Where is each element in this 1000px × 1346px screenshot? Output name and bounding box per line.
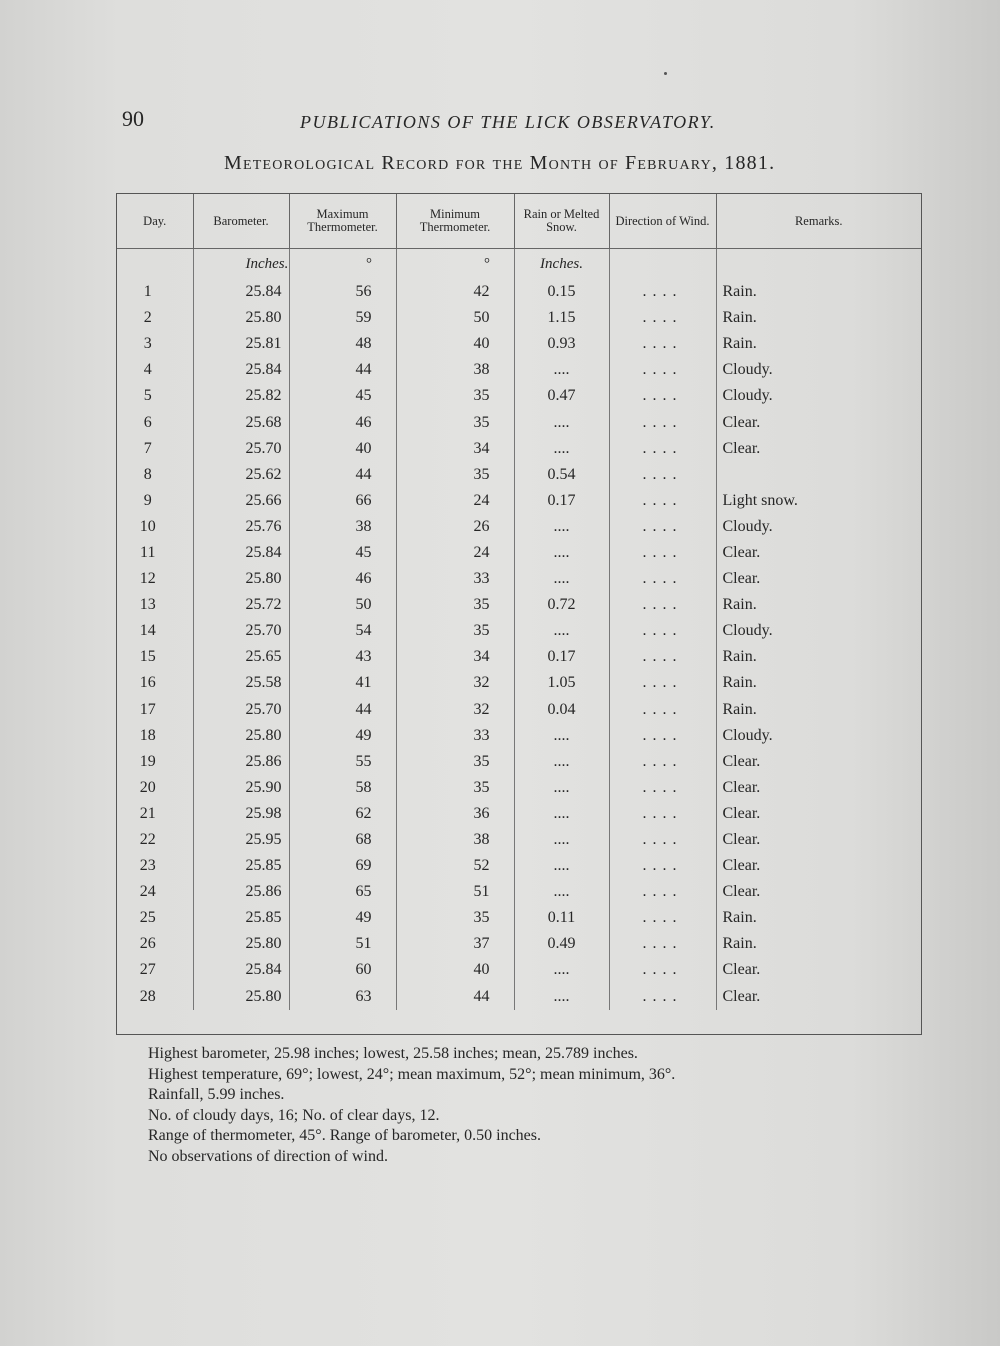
cell-min: 44 (396, 984, 514, 1010)
cell-max: 65 (289, 879, 396, 905)
cell-day: 19 (117, 749, 193, 775)
cell-barometer: 25.98 (193, 801, 289, 827)
cell-rain: .... (514, 357, 609, 383)
cell-rain: 0.04 (514, 697, 609, 723)
table-row (117, 827, 921, 853)
table-row (117, 931, 921, 957)
summary-days: No. of cloudy days, 16; No. of clear days, 12. (148, 1106, 440, 1124)
table-row (117, 409, 921, 435)
cell-remarks: Rain. (722, 700, 757, 718)
cell-wind: .... (609, 488, 716, 514)
cell-barometer: 25.70 (193, 436, 289, 462)
cell-min: 35 (396, 618, 514, 644)
header-min-thermometer: Minimum Thermometer. (396, 194, 514, 249)
table-row (117, 670, 921, 696)
cell-min: 24 (396, 488, 514, 514)
cell-min: 35 (396, 409, 514, 435)
header-remarks: Remarks. (716, 194, 921, 249)
cell-wind: .... (609, 853, 716, 879)
cell-wind: .... (609, 644, 716, 670)
cell-barometer: 25.72 (193, 592, 289, 618)
cell-barometer: 25.82 (193, 383, 289, 409)
table-row (117, 462, 921, 488)
table-row (117, 957, 921, 983)
summary-barometer: Highest barometer, 25.98 inches; lowest, 25.58 inches; mean, 25.789 inches. (148, 1045, 638, 1062)
header-max-thermometer: Maximum Thermometer. (289, 194, 396, 249)
cell-min: 50 (396, 305, 514, 331)
cell-rain: 0.11 (514, 905, 609, 931)
cell-wind: .... (609, 931, 716, 957)
cell-max: 41 (289, 670, 396, 696)
cell-min: 37 (396, 931, 514, 957)
cell-wind: .... (609, 670, 716, 696)
cell-max: 49 (289, 723, 396, 749)
cell-max: 51 (289, 931, 396, 957)
table-row (117, 514, 921, 540)
cell-day: 4 (117, 357, 193, 383)
cell-rain: .... (514, 775, 609, 801)
cell-min: 26 (396, 514, 514, 540)
cell-remarks: Rain. (722, 335, 757, 353)
cell-rain: .... (514, 957, 609, 983)
cell-day: 5 (117, 383, 193, 409)
table-row (117, 592, 921, 618)
cell-max: 40 (289, 436, 396, 462)
summary-temperature: Highest temperature, 69°; lowest, 24°; mean maximum, 52°; mean minimum, 36°. (148, 1065, 676, 1083)
table-row (117, 305, 921, 331)
cell-wind: .... (609, 279, 716, 305)
cell-rain: 0.54 (514, 462, 609, 488)
cell-wind: .... (609, 462, 716, 488)
cell-day: 28 (117, 984, 193, 1010)
running-head: PUBLICATIONS OF THE LICK OBSERVATORY. (300, 112, 716, 132)
cell-rain: .... (514, 749, 609, 775)
cell-barometer: 25.76 (193, 514, 289, 540)
units-row (117, 249, 921, 280)
cell-day: 11 (117, 540, 193, 566)
cell-wind: .... (609, 540, 716, 566)
cell-max: 50 (289, 592, 396, 618)
cell-wind: .... (609, 749, 716, 775)
cell-min: 34 (396, 644, 514, 670)
cell-day: 3 (117, 331, 193, 357)
cell-rain: .... (514, 540, 609, 566)
table-row (117, 905, 921, 931)
cell-remarks: Clear. (722, 543, 761, 561)
table-title: Meteorological Record for the Month of February, 1881. (224, 152, 776, 174)
cell-min: 38 (396, 827, 514, 853)
cell-rain: .... (514, 436, 609, 462)
cell-remarks: Clear. (722, 752, 761, 770)
table-row (117, 801, 921, 827)
cell-wind: .... (609, 357, 716, 383)
cell-wind: .... (609, 409, 716, 435)
cell-min: 38 (396, 357, 514, 383)
cell-rain: 0.17 (514, 644, 609, 670)
cell-remarks: Rain. (722, 674, 757, 692)
cell-barometer: 25.70 (193, 618, 289, 644)
cell-min: 32 (396, 697, 514, 723)
cell-remarks: Rain. (722, 596, 757, 614)
cell-barometer: 25.84 (193, 279, 289, 305)
table-row (117, 697, 921, 723)
unit-min: ° (396, 249, 514, 280)
cell-barometer: 25.58 (193, 670, 289, 696)
cell-max: 44 (289, 357, 396, 383)
cell-max: 69 (289, 853, 396, 879)
cell-day: 17 (117, 697, 193, 723)
cell-remarks: Clear. (722, 857, 761, 875)
cell-max: 49 (289, 905, 396, 931)
cell-remarks: Clear. (722, 804, 761, 822)
cell-wind: .... (609, 305, 716, 331)
cell-barometer: 25.62 (193, 462, 289, 488)
cell-min: 33 (396, 723, 514, 749)
cell-wind: .... (609, 984, 716, 1010)
cell-day: 16 (117, 670, 193, 696)
cell-barometer: 25.65 (193, 644, 289, 670)
cell-wind: .... (609, 331, 716, 357)
cell-day: 10 (117, 514, 193, 540)
page-number: 90 (122, 106, 144, 131)
cell-rain: .... (514, 618, 609, 644)
cell-max: 66 (289, 488, 396, 514)
cell-min: 40 (396, 957, 514, 983)
cell-max: 45 (289, 540, 396, 566)
cell-wind: .... (609, 514, 716, 540)
cell-barometer: 25.86 (193, 879, 289, 905)
cell-day: 8 (117, 462, 193, 488)
cell-wind: .... (609, 957, 716, 983)
cell-wind: .... (609, 879, 716, 905)
cell-remarks (716, 462, 921, 488)
cell-day: 27 (117, 957, 193, 983)
summary-rainfall: Rainfall, 5.99 inches. (148, 1086, 285, 1103)
cell-rain: .... (514, 723, 609, 749)
cell-max: 59 (289, 305, 396, 331)
cell-barometer: 25.80 (193, 984, 289, 1010)
cell-max: 60 (289, 957, 396, 983)
cell-rain: .... (514, 409, 609, 435)
cell-day: 2 (117, 305, 193, 331)
cell-remarks: Rain. (722, 648, 757, 666)
cell-barometer: 25.80 (193, 931, 289, 957)
cell-barometer: 25.85 (193, 853, 289, 879)
cell-wind: .... (609, 801, 716, 827)
unit-max: ° (289, 249, 396, 280)
table-row (117, 644, 921, 670)
cell-rain: 0.15 (514, 279, 609, 305)
cell-max: 56 (289, 279, 396, 305)
cell-barometer: 25.68 (193, 409, 289, 435)
cell-remarks: Light snow. (722, 491, 798, 509)
cell-day: 1 (117, 279, 193, 305)
table-row (117, 436, 921, 462)
cell-barometer: 25.84 (193, 540, 289, 566)
cell-day: 25 (117, 905, 193, 931)
cell-max: 63 (289, 984, 396, 1010)
table-row (117, 618, 921, 644)
cell-max: 68 (289, 827, 396, 853)
cell-day: 23 (117, 853, 193, 879)
cell-min: 52 (396, 853, 514, 879)
cell-barometer: 25.95 (193, 827, 289, 853)
cell-rain: 0.47 (514, 383, 609, 409)
cell-remarks: Cloudy. (722, 361, 773, 379)
cell-day: 21 (117, 801, 193, 827)
cell-barometer: 25.80 (193, 305, 289, 331)
cell-rain: 0.17 (514, 488, 609, 514)
summary-wind: No observations of direction of wind. (148, 1147, 388, 1165)
cell-min: 36 (396, 801, 514, 827)
cell-day: 12 (117, 566, 193, 592)
header-rain: Rain or Melted Snow. (514, 194, 609, 249)
cell-rain: .... (514, 984, 609, 1010)
cell-remarks: Clear. (722, 961, 761, 979)
cell-day: 26 (117, 931, 193, 957)
cell-max: 44 (289, 462, 396, 488)
cell-wind: .... (609, 905, 716, 931)
header-day: Day. (117, 194, 193, 249)
cell-remarks: Clear. (722, 987, 761, 1005)
cell-remarks: Clear. (722, 778, 761, 796)
cell-rain: .... (514, 827, 609, 853)
speck (664, 72, 667, 75)
cell-rain: .... (514, 879, 609, 905)
cell-wind: .... (609, 697, 716, 723)
cell-wind: .... (609, 436, 716, 462)
cell-day: 7 (117, 436, 193, 462)
cell-min: 32 (396, 670, 514, 696)
cell-max: 58 (289, 775, 396, 801)
cell-wind: .... (609, 618, 716, 644)
cell-min: 35 (396, 749, 514, 775)
cell-max: 46 (289, 566, 396, 592)
cell-remarks: Clear. (722, 413, 761, 431)
table-row (117, 775, 921, 801)
cell-min: 35 (396, 462, 514, 488)
cell-barometer: 25.81 (193, 331, 289, 357)
cell-rain: 1.15 (514, 305, 609, 331)
cell-barometer: 25.70 (193, 697, 289, 723)
cell-remarks: Rain. (722, 909, 757, 927)
cell-barometer: 25.80 (193, 566, 289, 592)
cell-max: 48 (289, 331, 396, 357)
cell-min: 24 (396, 540, 514, 566)
summary-ranges: Range of thermometer, 45°. Range of barometer, 0.50 inches. (148, 1127, 541, 1144)
cell-min: 34 (396, 436, 514, 462)
cell-rain: 0.49 (514, 931, 609, 957)
cell-rain: .... (514, 801, 609, 827)
table-row (117, 984, 921, 1010)
cell-remarks: Rain. (722, 935, 757, 953)
cell-day: 9 (117, 488, 193, 514)
cell-max: 46 (289, 409, 396, 435)
cell-remarks: Clear. (722, 439, 761, 457)
cell-barometer: 25.86 (193, 749, 289, 775)
cell-remarks: Rain. (722, 309, 757, 327)
cell-max: 55 (289, 749, 396, 775)
cell-remarks: Clear. (722, 831, 761, 849)
cell-wind: .... (609, 723, 716, 749)
table-row (117, 540, 921, 566)
cell-rain: 1.05 (514, 670, 609, 696)
table-row (117, 853, 921, 879)
table-row (117, 488, 921, 514)
cell-rain: 0.72 (514, 592, 609, 618)
cell-wind: .... (609, 566, 716, 592)
cell-min: 35 (396, 905, 514, 931)
table-row (117, 357, 921, 383)
cell-wind: .... (609, 827, 716, 853)
cell-max: 54 (289, 618, 396, 644)
table-row (117, 879, 921, 905)
cell-day: 22 (117, 827, 193, 853)
cell-day: 18 (117, 723, 193, 749)
table-row (117, 331, 921, 357)
cell-barometer: 25.84 (193, 357, 289, 383)
cell-remarks: Rain. (722, 283, 757, 301)
cell-rain: 0.93 (514, 331, 609, 357)
cell-max: 62 (289, 801, 396, 827)
cell-day: 20 (117, 775, 193, 801)
unit-rain: Inches. (514, 249, 609, 280)
cell-day: 24 (117, 879, 193, 905)
cell-day: 6 (117, 409, 193, 435)
cell-max: 43 (289, 644, 396, 670)
cell-min: 51 (396, 879, 514, 905)
cell-wind: .... (609, 592, 716, 618)
cell-day: 15 (117, 644, 193, 670)
cell-remarks: Clear. (722, 883, 761, 901)
cell-min: 35 (396, 592, 514, 618)
cell-min: 35 (396, 383, 514, 409)
cell-barometer: 25.80 (193, 723, 289, 749)
cell-remarks: Cloudy. (722, 387, 773, 405)
unit-barometer: Inches. (193, 249, 289, 280)
cell-barometer: 25.85 (193, 905, 289, 931)
table-row (117, 279, 921, 305)
table-row (117, 383, 921, 409)
header-barometer: Barometer. (193, 194, 289, 249)
cell-max: 45 (289, 383, 396, 409)
header-wind: Direction of Wind. (609, 194, 716, 249)
header-row (117, 194, 921, 249)
cell-remarks: Cloudy. (722, 517, 773, 535)
table-row (117, 749, 921, 775)
cell-rain: .... (514, 853, 609, 879)
cell-day: 14 (117, 618, 193, 644)
cell-wind: .... (609, 383, 716, 409)
cell-barometer: 25.90 (193, 775, 289, 801)
cell-wind: .... (609, 775, 716, 801)
summary-notes (148, 1044, 675, 1167)
cell-min: 33 (396, 566, 514, 592)
cell-remarks: Cloudy. (722, 622, 773, 640)
cell-min: 35 (396, 775, 514, 801)
cell-min: 40 (396, 331, 514, 357)
cell-barometer: 25.84 (193, 957, 289, 983)
cell-barometer: 25.66 (193, 488, 289, 514)
cell-max: 44 (289, 697, 396, 723)
table-row (117, 723, 921, 749)
cell-min: 42 (396, 279, 514, 305)
cell-rain: .... (514, 566, 609, 592)
table-row (117, 566, 921, 592)
cell-day: 13 (117, 592, 193, 618)
meteorological-table (116, 193, 922, 1035)
record-table (117, 194, 921, 1010)
cell-remarks: Clear. (722, 570, 761, 588)
cell-rain: .... (514, 514, 609, 540)
cell-max: 38 (289, 514, 396, 540)
cell-remarks: Cloudy. (722, 726, 773, 744)
